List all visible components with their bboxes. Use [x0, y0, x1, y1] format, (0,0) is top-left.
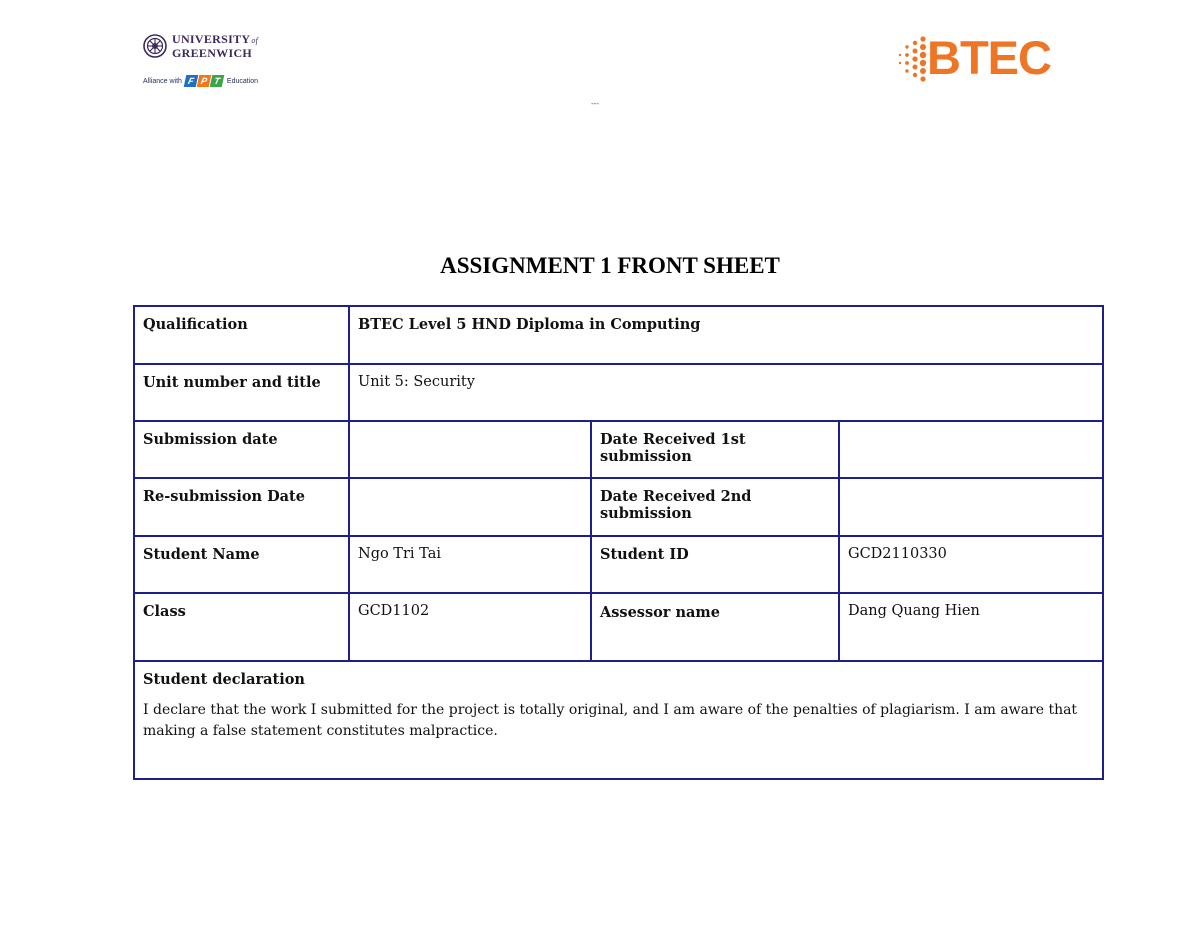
fpt-letter-f: F — [184, 75, 199, 87]
unit-row — [134, 364, 1103, 421]
date-received-2-value — [839, 478, 1103, 536]
declaration-cell — [134, 661, 1103, 779]
greenwich-crest-icon — [143, 34, 167, 58]
submission-date-label: Submission date — [134, 421, 349, 478]
qualification-row — [134, 306, 1103, 364]
fpt-letter-t: T — [210, 75, 225, 87]
alliance-prefix: Alliance with — [143, 77, 182, 85]
declaration-text: I declare that the work I submitted for the project is totally original, and I am aware of the penalties of plagiarism. I am aware that making a false statement constitutes malpractice. — [143, 702, 1078, 739]
assessor-value: Dang Quang Hien — [839, 593, 1103, 661]
resubmission-row — [134, 478, 1103, 536]
resubmission-date-value — [349, 478, 591, 536]
student-id-label: Student ID — [591, 536, 839, 593]
class-value: GCD1102 — [349, 593, 591, 661]
btec-logo — [893, 30, 1068, 86]
submission-row — [134, 421, 1103, 478]
qualification-label: Qualification — [134, 306, 349, 364]
alliance-line — [143, 73, 268, 89]
fpt-logo — [185, 75, 224, 87]
class-label: Class — [134, 593, 349, 661]
qualification-value: BTEC Level 5 HND Diploma in Computing — [349, 306, 1103, 364]
student-id-value: GCD2110330 — [839, 536, 1103, 593]
resubmission-date-label: Re-submission Date — [134, 478, 349, 536]
declaration-label: Student declaration — [143, 671, 305, 688]
alliance-suffix: Education — [226, 77, 259, 85]
page-title: ASSIGNMENT 1 FRONT SHEET — [440, 253, 780, 278]
date-received-1-value — [839, 421, 1103, 478]
student-row — [134, 536, 1103, 593]
header-mark: --- — [591, 99, 599, 108]
unit-value: Unit 5: Security — [349, 364, 1103, 421]
greenwich-of: of — [251, 36, 259, 45]
greenwich-name-line2: GREENWICH — [172, 46, 253, 60]
student-name-label: Student Name — [134, 536, 349, 593]
date-received-2-label: Date Received 2nd submission — [591, 478, 839, 536]
btec-dots-icon — [893, 33, 929, 83]
front-sheet-table — [133, 305, 1104, 780]
greenwich-name-line1: UNIVERSITY — [172, 32, 251, 46]
declaration-row — [134, 661, 1103, 779]
student-name-value: Ngo Tri Tai — [349, 536, 591, 593]
assessor-label: Assessor name — [591, 593, 839, 661]
class-row — [134, 593, 1103, 661]
btec-wordmark: BTEC — [927, 31, 1051, 84]
submission-date-value — [349, 421, 591, 478]
greenwich-logo — [143, 32, 268, 92]
unit-label: Unit number and title — [134, 364, 349, 421]
date-received-1-label: Date Received 1st submission — [591, 421, 839, 478]
fpt-letter-p: P — [197, 75, 212, 87]
